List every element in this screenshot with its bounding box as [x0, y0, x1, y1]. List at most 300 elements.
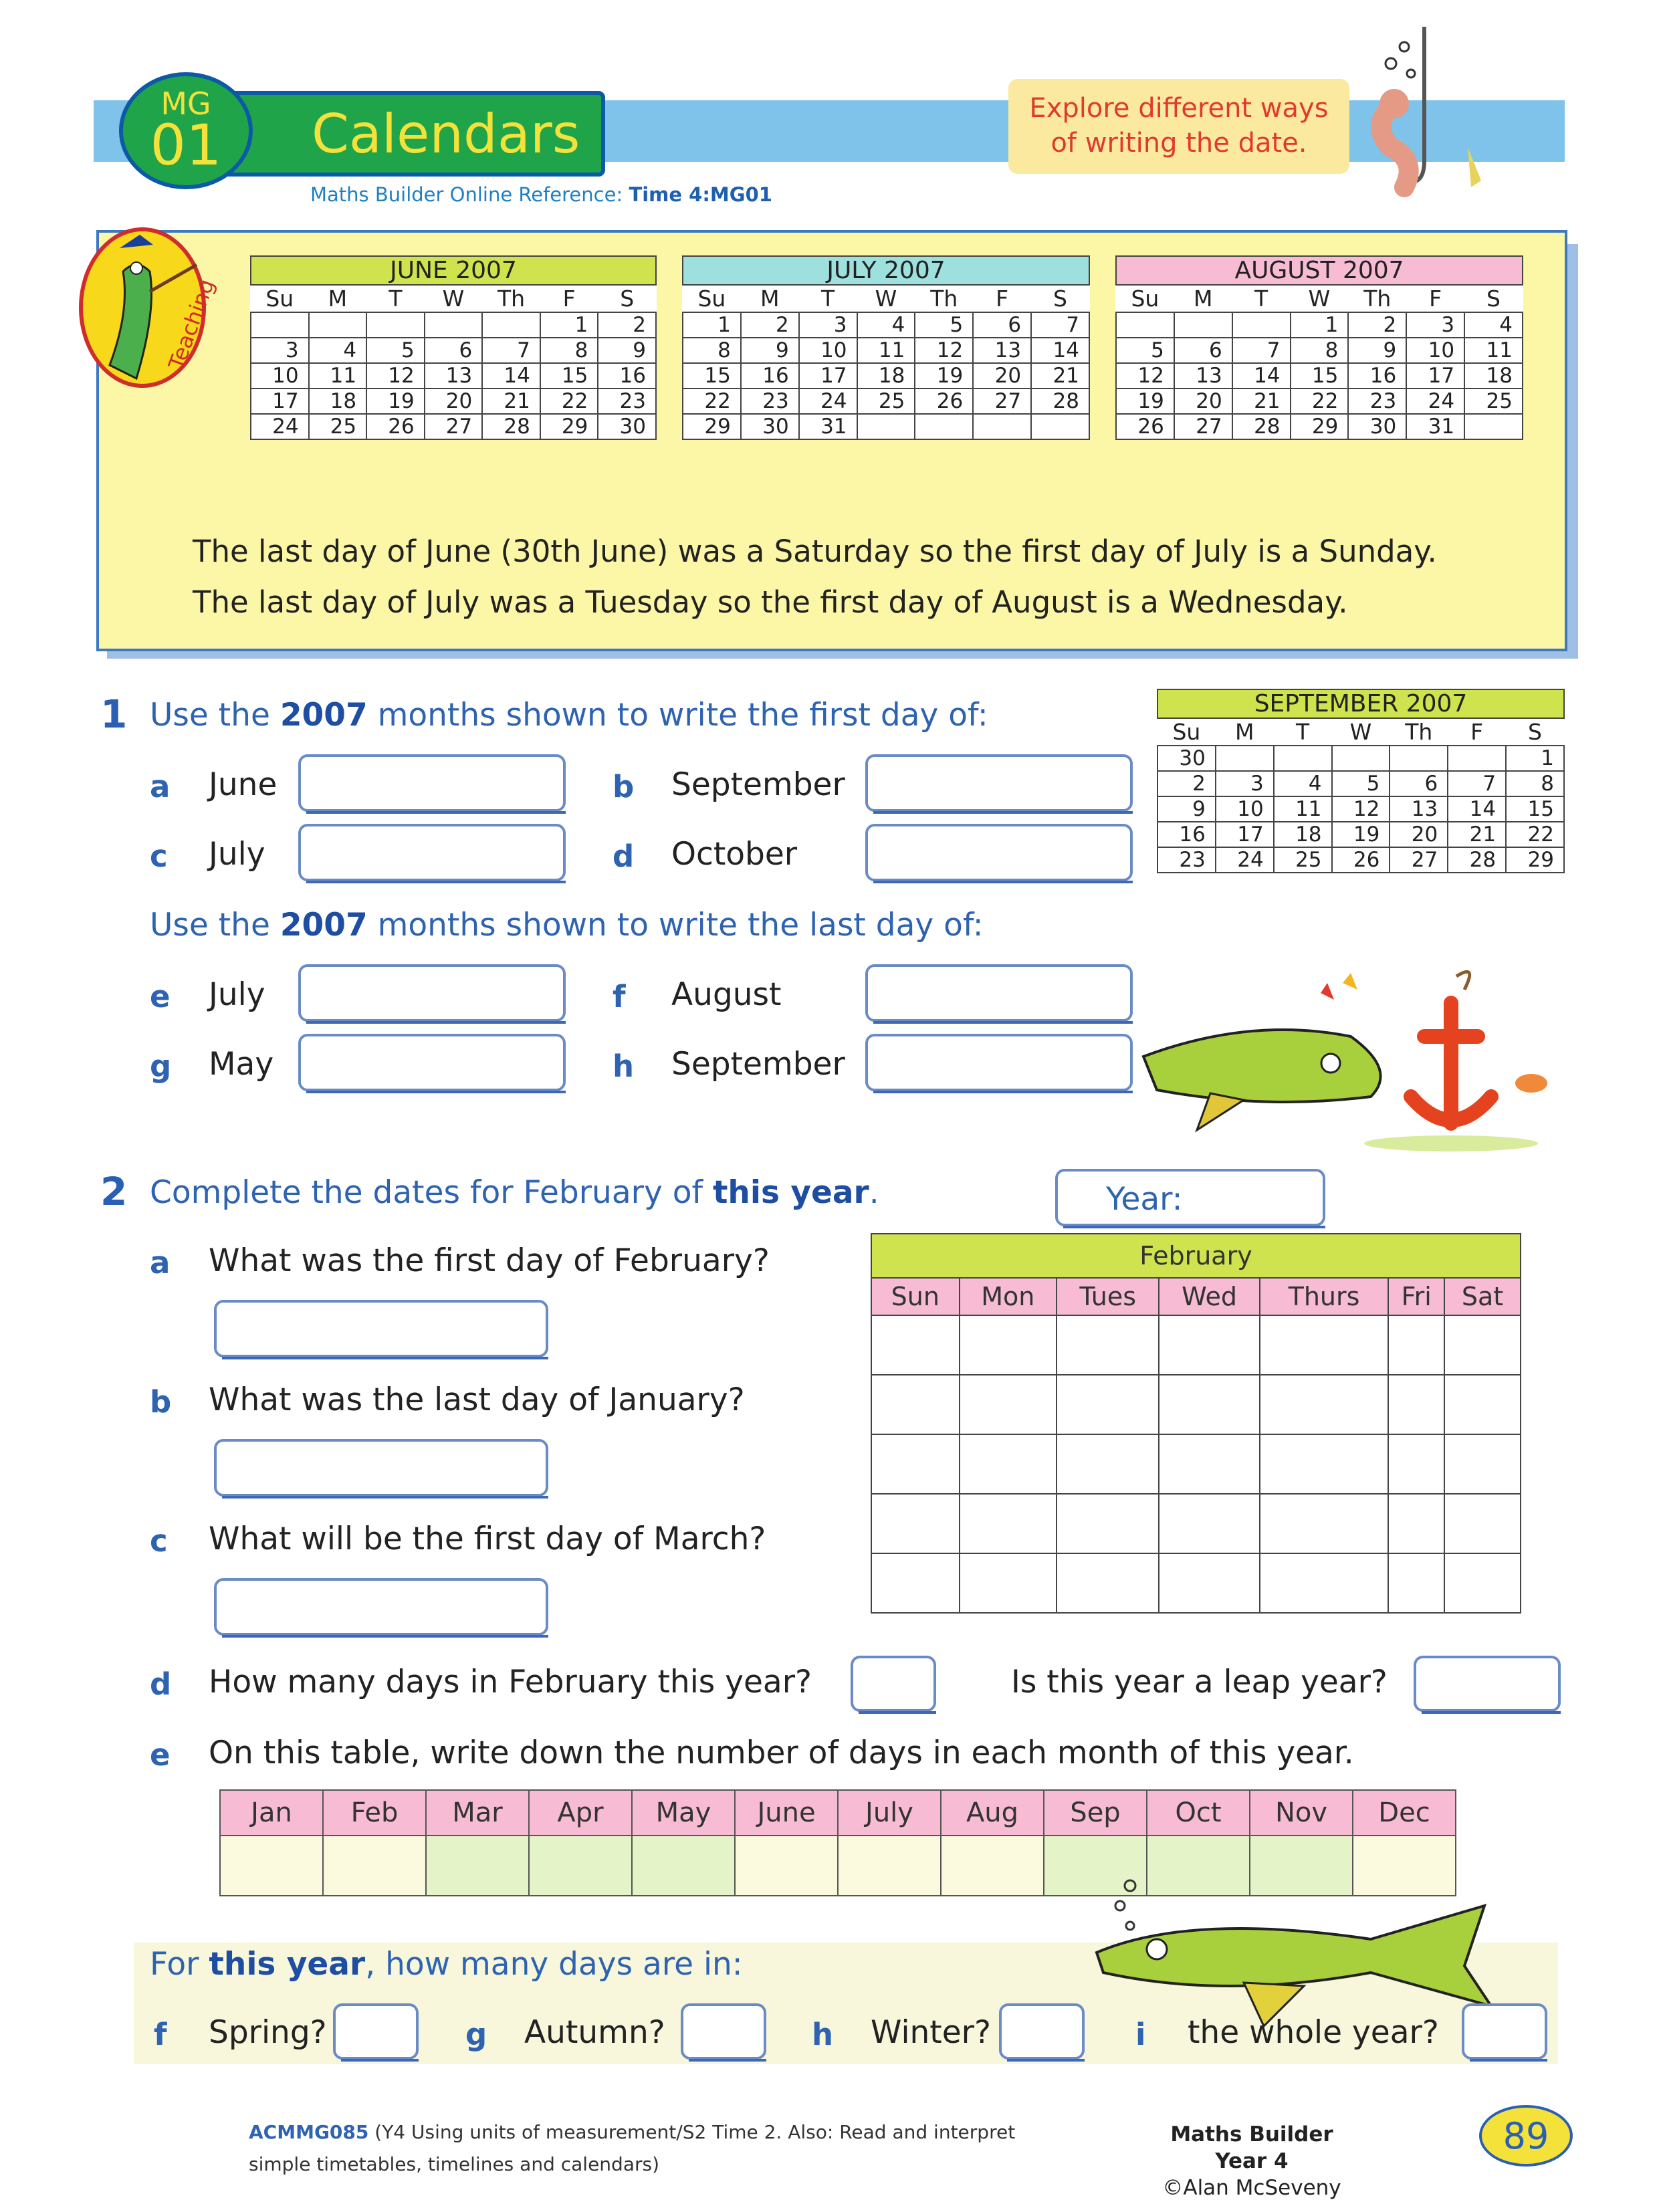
seasons-this-year: this year	[209, 1946, 366, 1983]
february-date-cell[interactable]	[871, 1375, 960, 1434]
february-date-cell[interactable]	[960, 1375, 1057, 1434]
answer-field-2b[interactable]	[214, 1439, 548, 1497]
page-number: 89	[1479, 2105, 1573, 2167]
book-title: Maths Builder Year 4	[1170, 2122, 1333, 2173]
item-letter: g	[150, 1048, 172, 1084]
february-date-cell[interactable]	[1260, 1315, 1389, 1375]
explore-note	[1008, 79, 1349, 174]
date-cell: 8	[1506, 771, 1564, 796]
question-2-prompt	[150, 1174, 879, 1211]
february-date-cell[interactable]	[1444, 1553, 1521, 1613]
february-date-cell[interactable]	[960, 1434, 1057, 1494]
date-cell	[1448, 746, 1506, 771]
date-cell: 17	[251, 389, 309, 414]
date-cell	[482, 312, 540, 338]
date-cell: 17	[1406, 363, 1464, 389]
february-date-cell[interactable]	[1159, 1434, 1259, 1494]
month-header: Jan	[220, 1790, 323, 1836]
date-cell: 31	[799, 414, 857, 439]
date-cell: 21	[482, 389, 540, 414]
february-date-cell[interactable]	[1260, 1375, 1389, 1434]
month-days-cell[interactable]	[735, 1836, 838, 1896]
month-header: Oct	[1147, 1790, 1250, 1836]
answer-field-1e[interactable]	[298, 964, 566, 1022]
seasons-pre: For	[150, 1946, 199, 1983]
author: ©Alan McSeveny	[1162, 2176, 1341, 2200]
item-letter: h	[613, 1048, 635, 1084]
question-2b-text: What was the last day of January?	[209, 1381, 745, 1418]
calendar-title: AUGUST 2007	[1116, 256, 1523, 285]
week-row	[1116, 389, 1523, 414]
date-cell: 6	[973, 312, 1031, 338]
february-date-cell[interactable]	[960, 1494, 1057, 1553]
week-row	[251, 338, 656, 363]
date-cell: 21	[1448, 822, 1506, 847]
calendar-title: SEPTEMBER 2007	[1157, 689, 1564, 718]
prompt-pre: Complete the dates for February of	[150, 1174, 703, 1211]
date-cell: 19	[915, 363, 973, 389]
february-week-row	[871, 1315, 1521, 1375]
date-cell: 22	[1506, 822, 1564, 847]
february-date-cell[interactable]	[1388, 1315, 1444, 1375]
calendar-september-2007	[1157, 689, 1565, 873]
day-name: M	[1174, 285, 1232, 312]
date-cell: 28	[1232, 414, 1291, 439]
calendar-june-2007	[250, 255, 657, 440]
february-date-cell[interactable]	[871, 1434, 960, 1494]
month-header: Mar	[426, 1790, 529, 1836]
date-cell: 5	[366, 338, 425, 363]
day-name: T	[366, 285, 425, 312]
page-title: Calendars	[312, 103, 580, 165]
date-cell: 13	[973, 338, 1031, 363]
day-name: F	[1448, 718, 1506, 746]
week-row	[251, 389, 656, 414]
teaching-badge	[79, 227, 220, 388]
date-cell: 11	[309, 363, 367, 389]
date-cell: 24	[1216, 847, 1274, 873]
question-2-number: 2	[100, 1169, 128, 1214]
date-cell: 14	[1232, 363, 1291, 389]
date-cell: 20	[973, 363, 1031, 389]
prompt-pre: Use the	[150, 697, 270, 734]
date-cell: 11	[1464, 338, 1523, 363]
day-name: S	[1464, 285, 1523, 312]
seasons-post: , how many days are in:	[365, 1946, 743, 1983]
answer-field-1b[interactable]	[865, 754, 1133, 812]
date-cell: 7	[1448, 771, 1506, 796]
week-row	[1116, 414, 1523, 439]
date-cell: 18	[857, 363, 915, 389]
september-weeks	[1157, 746, 1564, 873]
date-cell: 11	[857, 338, 915, 363]
february-week-row	[871, 1434, 1521, 1494]
month-header: Feb	[323, 1790, 426, 1836]
date-cell: 30	[741, 414, 799, 439]
date-cell: 1	[683, 312, 741, 338]
february-date-cell[interactable]	[871, 1315, 960, 1375]
year-label: Year:	[1106, 1181, 1183, 1218]
february-date-cell[interactable]	[1057, 1553, 1159, 1613]
date-cell: 22	[683, 389, 741, 414]
prompt-post: months shown to write the last day of:	[377, 907, 984, 944]
date-cell: 14	[482, 363, 540, 389]
answer-field-leap-year[interactable]	[1414, 1656, 1561, 1712]
answer-field-1a[interactable]	[298, 754, 566, 812]
explore-line-1: Explore different ways	[1029, 93, 1329, 124]
month-header: Aug	[941, 1790, 1044, 1836]
month-days-cell[interactable]	[220, 1836, 323, 1896]
month-header: Sep	[1044, 1790, 1147, 1836]
answer-field-whole-year[interactable]	[1462, 2003, 1547, 2060]
date-cell: 13	[425, 363, 483, 389]
month-header: June	[735, 1790, 838, 1836]
month-header: Apr	[529, 1790, 632, 1836]
date-cell	[1274, 746, 1332, 771]
week-row	[683, 338, 1089, 363]
month-header: Dec	[1353, 1790, 1456, 1836]
june-weeks	[251, 312, 656, 439]
date-cell: 16	[1157, 822, 1216, 847]
date-cell: 19	[366, 389, 425, 414]
date-cell: 12	[1116, 363, 1174, 389]
unit-badge	[119, 72, 253, 189]
week-row	[683, 312, 1089, 338]
day-name: W	[1332, 718, 1390, 746]
answer-field-2c[interactable]	[214, 1578, 548, 1636]
date-cell: 10	[799, 338, 857, 363]
item-letter: h	[812, 2017, 834, 2052]
answer-field-winter[interactable]	[999, 2003, 1085, 2060]
feb-day-name: Mon	[960, 1278, 1057, 1315]
month-days-cell[interactable]	[426, 1836, 529, 1896]
date-cell: 5	[1116, 338, 1174, 363]
date-cell: 2	[1157, 771, 1216, 796]
item-letter: b	[150, 1384, 172, 1420]
question-1-number: 1	[100, 691, 128, 737]
answer-field-1f[interactable]	[865, 964, 1133, 1022]
prompt-end: .	[869, 1174, 879, 1211]
february-date-cell[interactable]	[1388, 1434, 1444, 1494]
answer-field-2a[interactable]	[214, 1300, 548, 1357]
month-days-cell[interactable]	[941, 1836, 1044, 1896]
february-date-cell[interactable]	[1444, 1375, 1521, 1434]
february-date-cell[interactable]	[1159, 1553, 1259, 1613]
reference-code: Time 4:MG01	[629, 183, 772, 206]
item-label: August	[671, 976, 782, 1013]
leap-year-question: Is this year a leap year?	[1011, 1664, 1388, 1700]
answer-field-1g[interactable]	[298, 1034, 566, 1091]
date-cell: 23	[741, 389, 799, 414]
item-label: July	[209, 976, 265, 1013]
year-field[interactable]	[1055, 1169, 1325, 1226]
feb-day-name: Wed	[1159, 1278, 1259, 1315]
badge-mg: MG	[160, 86, 211, 122]
week-row	[1116, 338, 1523, 363]
month-days-cell[interactable]	[529, 1836, 632, 1896]
date-cell: 21	[1031, 363, 1089, 389]
date-cell: 15	[1291, 363, 1349, 389]
day-name: Th	[915, 285, 973, 312]
date-cell: 2	[741, 312, 799, 338]
date-cell	[915, 414, 973, 439]
date-cell: 14	[1448, 796, 1506, 822]
date-cell: 15	[1506, 796, 1564, 822]
february-week-row	[871, 1375, 1521, 1434]
date-cell: 5	[1332, 771, 1390, 796]
item-letter: e	[150, 979, 171, 1014]
answer-field-spring[interactable]	[333, 2003, 419, 2060]
prompt-this-year: this year	[712, 1174, 869, 1211]
date-cell: 15	[683, 363, 741, 389]
date-cell: 18	[309, 389, 367, 414]
spring-label: Spring?	[209, 2014, 327, 2051]
item-letter: g	[465, 2017, 487, 2052]
week-row	[1157, 847, 1564, 873]
date-cell: 7	[482, 338, 540, 363]
date-cell: 26	[366, 414, 425, 439]
february-date-cell[interactable]	[1444, 1434, 1521, 1494]
item-letter: d	[150, 1666, 172, 1702]
date-cell: 28	[1448, 847, 1506, 873]
date-cell: 26	[1116, 414, 1174, 439]
date-cell: 9	[741, 338, 799, 363]
date-cell: 6	[425, 338, 483, 363]
day-name: W	[1291, 285, 1349, 312]
date-cell: 16	[598, 363, 656, 389]
answer-field-1c[interactable]	[298, 824, 566, 881]
february-date-cell[interactable]	[1260, 1434, 1389, 1494]
february-date-cell[interactable]	[871, 1494, 960, 1553]
day-name: W	[857, 285, 915, 312]
date-cell: 14	[1031, 338, 1089, 363]
question-1-prompt-2	[150, 907, 984, 944]
august-weeks	[1116, 312, 1523, 439]
seasons-prompt	[150, 1946, 743, 1983]
item-letter: a	[150, 1245, 171, 1281]
fish-illustration	[1090, 1859, 1505, 2033]
day-name: S	[598, 285, 656, 312]
february-date-cell[interactable]	[1057, 1315, 1159, 1375]
date-cell: 27	[425, 414, 483, 439]
date-cell: 27	[1390, 847, 1448, 873]
february-date-cell[interactable]	[1159, 1315, 1259, 1375]
teaching-line-2: The last day of July was a Tuesday so the first day of August is a Wednesday.	[193, 584, 1348, 620]
day-name: Su	[1116, 285, 1174, 312]
item-letter: i	[1135, 2017, 1146, 2052]
item-label: October	[671, 836, 798, 873]
date-cell: 10	[251, 363, 309, 389]
date-cell: 1	[540, 312, 598, 338]
month-days-cell[interactable]	[323, 1836, 426, 1896]
online-reference	[310, 183, 772, 206]
feb-day-name: Sun	[871, 1278, 960, 1315]
february-date-cell[interactable]	[1444, 1494, 1521, 1553]
date-cell	[1116, 312, 1174, 338]
day-name: Th	[482, 285, 540, 312]
date-cell: 13	[1174, 363, 1232, 389]
week-row	[251, 363, 656, 389]
date-cell: 16	[1348, 363, 1406, 389]
date-cell	[1464, 414, 1523, 439]
week-row	[251, 414, 656, 439]
month-days-cell[interactable]	[632, 1836, 735, 1896]
date-cell	[251, 312, 309, 338]
day-name: T	[1232, 285, 1291, 312]
date-cell: 30	[1157, 746, 1216, 771]
question-2e-text: On this table, write down the number of days in each month of this year.	[209, 1735, 1354, 1771]
week-row	[683, 363, 1089, 389]
day-name: F	[540, 285, 598, 312]
date-cell: 9	[1157, 796, 1216, 822]
date-cell: 11	[1274, 796, 1332, 822]
date-cell	[973, 414, 1031, 439]
answer-field-1h[interactable]	[865, 1034, 1133, 1091]
week-row	[1157, 796, 1564, 822]
february-week-row	[871, 1553, 1521, 1613]
calendar-title: JULY 2007	[683, 256, 1089, 285]
date-cell	[1174, 312, 1232, 338]
feb-day-name: Fri	[1388, 1278, 1444, 1315]
date-cell: 24	[251, 414, 309, 439]
february-date-cell[interactable]	[1057, 1494, 1159, 1553]
week-row	[1116, 363, 1523, 389]
calendar-august-2007	[1115, 255, 1523, 440]
february-date-cell[interactable]	[1159, 1494, 1259, 1553]
date-cell: 27	[973, 389, 1031, 414]
date-cell: 5	[915, 312, 973, 338]
date-cell: 25	[1464, 389, 1523, 414]
calendar-july-2007	[682, 255, 1090, 440]
answer-field-autumn[interactable]	[681, 2003, 766, 2060]
day-name: Su	[251, 285, 309, 312]
worm-hook-illustration	[1344, 27, 1491, 201]
february-date-cell[interactable]	[1388, 1553, 1444, 1613]
date-cell: 29	[540, 414, 598, 439]
item-label: September	[671, 1046, 845, 1083]
date-cell: 6	[1390, 771, 1448, 796]
date-cell: 31	[1406, 414, 1464, 439]
week-row	[251, 312, 656, 338]
month-header: Nov	[1250, 1790, 1353, 1836]
date-cell: 12	[1332, 796, 1390, 822]
calendar-title: JUNE 2007	[251, 256, 656, 285]
date-cell: 3	[1406, 312, 1464, 338]
month-days-cell[interactable]	[838, 1836, 941, 1896]
february-date-cell[interactable]	[1388, 1494, 1444, 1553]
february-date-cell[interactable]	[1260, 1553, 1389, 1613]
date-cell	[1390, 746, 1448, 771]
prompt-post: months shown to write the first day of:	[377, 697, 988, 734]
february-date-cell[interactable]	[1260, 1494, 1389, 1553]
february-date-cell[interactable]	[1159, 1375, 1259, 1434]
february-date-cell[interactable]	[1388, 1375, 1444, 1434]
month-header: July	[838, 1790, 941, 1836]
date-cell: 21	[1232, 389, 1291, 414]
date-cell	[857, 414, 915, 439]
reference-label: Maths Builder Online Reference:	[310, 183, 623, 206]
february-week-row	[871, 1494, 1521, 1553]
week-row	[1157, 771, 1564, 796]
date-cell: 15	[540, 363, 598, 389]
date-cell: 20	[425, 389, 483, 414]
date-cell: 24	[799, 389, 857, 414]
prompt-pre: Use the	[150, 907, 270, 944]
feb-day-name: Thurs	[1260, 1278, 1389, 1315]
day-name: S	[1506, 718, 1564, 746]
date-cell: 3	[1216, 771, 1274, 796]
date-cell: 29	[1291, 414, 1349, 439]
date-cell: 4	[1464, 312, 1523, 338]
date-cell	[425, 312, 483, 338]
february-date-cell[interactable]	[1444, 1315, 1521, 1375]
item-letter: c	[150, 1523, 168, 1559]
month-header: May	[632, 1790, 735, 1836]
date-cell: 16	[741, 363, 799, 389]
date-cell: 28	[1031, 389, 1089, 414]
date-cell: 20	[1390, 822, 1448, 847]
title-box	[217, 91, 605, 177]
date-cell: 1	[1291, 312, 1349, 338]
date-cell: 25	[309, 414, 367, 439]
book-credit	[1145, 2121, 1359, 2201]
date-cell: 8	[1291, 338, 1349, 363]
date-cell: 2	[598, 312, 656, 338]
date-cell: 7	[1232, 338, 1291, 363]
february-title: February	[871, 1234, 1521, 1278]
item-letter: f	[613, 979, 626, 1014]
date-cell: 30	[1348, 414, 1406, 439]
date-cell: 29	[683, 414, 741, 439]
date-cell: 12	[915, 338, 973, 363]
date-cell: 7	[1031, 312, 1089, 338]
badge-number: 01	[150, 112, 222, 178]
question-2a-text: What was the first day of February?	[209, 1242, 770, 1279]
date-cell: 17	[799, 363, 857, 389]
date-cell	[366, 312, 425, 338]
date-cell: 1	[1506, 746, 1564, 771]
item-label: May	[209, 1046, 274, 1083]
curriculum-code-text-2: simple timetables, timelines and calendars)	[249, 2153, 660, 2175]
february-date-cell[interactable]	[960, 1315, 1057, 1375]
day-name: F	[1406, 285, 1464, 312]
date-cell: 10	[1216, 796, 1274, 822]
date-cell	[1031, 414, 1089, 439]
date-cell: 6	[1174, 338, 1232, 363]
date-cell: 10	[1406, 338, 1464, 363]
date-cell: 27	[1174, 414, 1232, 439]
date-cell: 25	[857, 389, 915, 414]
date-cell: 4	[857, 312, 915, 338]
prompt-year: 2007	[280, 697, 368, 734]
autumn-label: Autumn?	[524, 2014, 665, 2051]
date-cell: 28	[482, 414, 540, 439]
whole-year-label: the whole year?	[1188, 2014, 1439, 2051]
february-date-cell[interactable]	[960, 1553, 1057, 1613]
item-letter: f	[154, 2017, 167, 2052]
day-name: W	[425, 285, 483, 312]
date-cell: 2	[1348, 312, 1406, 338]
date-cell: 8	[683, 338, 741, 363]
answer-field-1d[interactable]	[865, 824, 1133, 881]
date-cell: 3	[251, 338, 309, 363]
february-date-cell[interactable]	[871, 1553, 960, 1613]
answer-field-2d-days[interactable]	[851, 1656, 936, 1712]
day-name: Su	[683, 285, 741, 312]
february-date-cell[interactable]	[1057, 1434, 1159, 1494]
july-weeks	[683, 312, 1089, 439]
february-date-cell[interactable]	[1057, 1375, 1159, 1434]
